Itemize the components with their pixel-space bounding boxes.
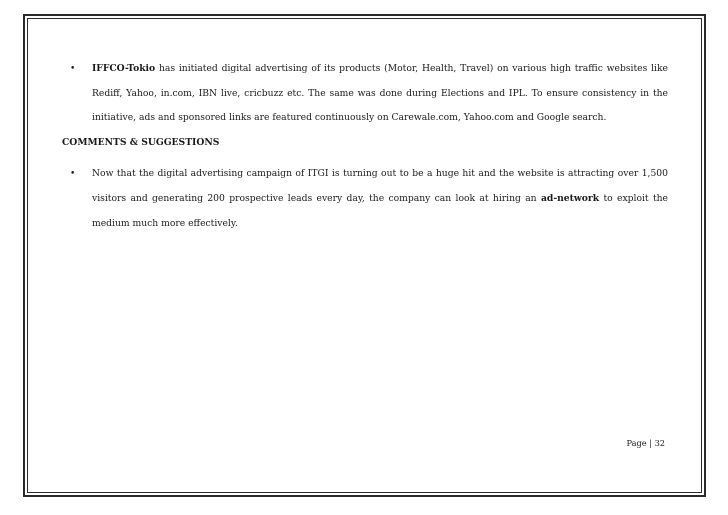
highlight-term: ad-network — [540, 192, 600, 204]
list-item-suggestion — [62, 162, 668, 236]
list-item-iffco-tokio — [62, 57, 668, 131]
bullet-icon: • — [70, 169, 76, 180]
document-body — [62, 57, 668, 236]
section-heading: COMMENTS & SUGGESTIONS — [62, 137, 220, 149]
paragraph-text-start: Now that the digital advertising campaign of ITGI is turning out to be a huge hit and the website is attracting over 1,500 visitors and generating 200 prospective leads every day, the company can look at hiring an — [92, 168, 668, 204]
bullet-icon: • — [70, 64, 76, 74]
paragraph-text: has initiated digital advertising of its products (Motor, Health, Travel) on various high traffic websites like Rediff, Yahoo, in.com, IBN live, cricbuzz etc. The same was done during Elections and IPL. To ensure consistency in the initiative, ads and sponsored links are featured continuously on Carewale.com, Yahoo.com and Google search. — [92, 63, 668, 124]
paragraph-text-end: to exploit the medium much more effectively. — [92, 192, 668, 229]
company-name: IFFCO-Tokio — [92, 63, 156, 74]
page-number: Page | 32 — [626, 438, 665, 448]
